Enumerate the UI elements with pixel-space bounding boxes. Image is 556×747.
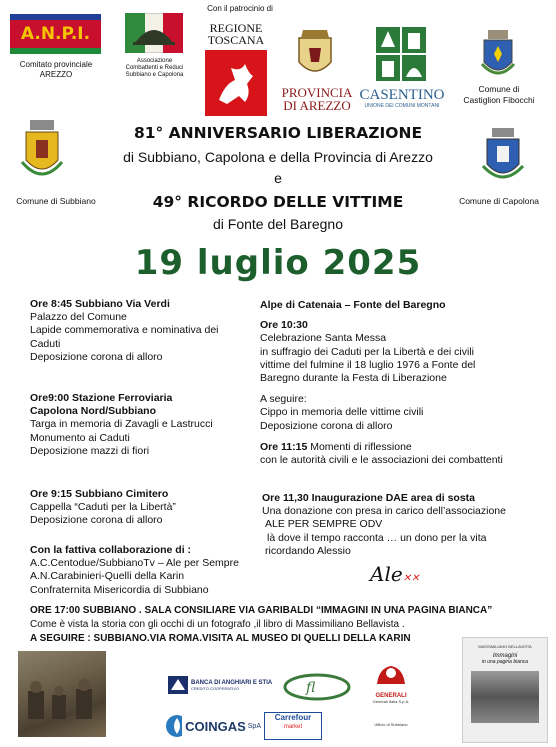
anpi-logo: [10, 14, 101, 54]
castiglion-crest-icon: [478, 28, 518, 80]
assoc-caption: [112, 58, 197, 79]
ale-signature: Ale✕✕: [370, 562, 420, 586]
castiglion-caption-line: Comune di: [478, 84, 520, 94]
event-date: 19 luglio 2025: [134, 243, 422, 283]
schedule-block-3: [30, 488, 255, 528]
fi-logo-icon: [282, 672, 352, 702]
coingas-flame-icon: [165, 714, 182, 738]
schedule-line: Cippo in memoria delle vittime civili: [260, 406, 424, 419]
generali-sub: Generali Italia S.p.A.: [372, 699, 410, 704]
regione-line: TOSCANA: [207, 33, 265, 47]
casentino-subline: UNIONE DEI COMUNI MONTANI: [364, 103, 440, 109]
castiglion-caption-line: Castiglion Fibocchi: [463, 95, 535, 105]
patrocinio-label: Con il patrocinio di: [207, 4, 273, 13]
collaboration-heading: Con la fattiva collaborazione di :: [30, 544, 192, 556]
schedule-line: Targa in memoria di Zavagli e Lastrucci: [30, 418, 213, 431]
schedule-line: Palazzo del Comune: [30, 311, 127, 324]
assoc-caption-line: Associazione: [136, 58, 173, 64]
schedule-line: Celebrazione Santa Messa: [260, 332, 387, 345]
arezzo-crest-icon: [295, 26, 335, 82]
schedule-line: vittime del fulmine il 18 luglio 1976 a Fonte del: [260, 358, 476, 371]
schedule-heading: Ore9:00 Stazione Ferroviaria: [30, 392, 173, 404]
title-location: di Fonte del Baregno: [213, 216, 343, 232]
schedule-time-row: [260, 441, 550, 454]
banca-sub: CREDITO COOPERATIVO: [191, 685, 240, 691]
casentino-logo-icon: [376, 27, 426, 83]
schedule-line: Monumento ai Caduti: [30, 431, 130, 444]
schedule-heading: Capolona Nord/Subbiano: [30, 405, 156, 418]
schedule-time: Ore 10:30: [260, 319, 308, 332]
title-ricordo: 49° RICORDO DELLE VITTIME: [152, 193, 404, 211]
book-photo: [471, 671, 539, 723]
carrefour-logo: [264, 712, 322, 740]
schedule-line: A seguire:: [260, 393, 307, 406]
schedule-line: Caduti: [30, 337, 61, 350]
casentino-title: [356, 88, 448, 109]
carrefour-name: Carrefour: [274, 713, 312, 722]
schedule-line: Deposizione corona di alloro: [260, 419, 393, 432]
schedule-line: Deposizione corona di alloro: [30, 350, 163, 363]
lion-icon: [371, 660, 411, 688]
coingas-name: COINGAS: [185, 718, 246, 734]
assoc-caption-line: Combattenti e Reduci: [125, 65, 184, 71]
schedule-line: con le autorità civili e le associazioni dei combattenti: [260, 454, 503, 467]
dae-block: [262, 492, 550, 558]
right-schedule: [260, 299, 550, 467]
title-anniversario: 81° ANNIVERSARIO LIBERAZIONE: [133, 124, 423, 142]
comune-capolona-label: Comune di Capolona: [459, 196, 539, 206]
generali-logo: [360, 660, 422, 742]
collaborator-line: A.N.Carabinieri-Quelli della Karin: [30, 570, 185, 583]
title-subtitle: di Subbiano, Capolona e della Provincia di Arezzo: [123, 149, 433, 165]
schedule-line: là dove il tempo racconta … un dono per la vita: [267, 531, 487, 544]
schedule-block-2: [30, 392, 255, 458]
schedule-line: Momenti di riflessione: [307, 440, 412, 453]
generali-name: GENERALI: [375, 693, 407, 699]
helmet-icon: [125, 13, 183, 53]
right-heading: Alpe di Catenaia – Fonte del Baregno: [260, 299, 446, 311]
banca-name: BANCA DI ANGHIARI E STIA: [191, 679, 273, 686]
collaboration-block: [30, 544, 260, 597]
generali-office: Ufficio di Subbiano: [374, 722, 408, 727]
coingas-logo: [165, 714, 261, 738]
comune-subbiano-label: Comune di Subbiano: [16, 196, 96, 206]
book-author: MASSIMILIANO BELLAVISTA: [478, 644, 532, 649]
schedule-line: ALE PER SEMPRE ODV: [265, 518, 383, 531]
schedule-line: Baregno durante la Festa di Liberazione: [260, 372, 447, 385]
assoc-caption-line: Subbiano e Capolona: [125, 72, 184, 78]
coingas-suffix: SpA: [247, 722, 261, 730]
book-title: Immagini: [492, 653, 518, 659]
anpi-caption-line: Comitato provinciale: [19, 60, 93, 69]
bottom-event-line: ORE 17:00 SUBBIANO . SALA CONSILIARE VIA GARIBALDI “IMMAGINI IN UNA PAGINA BIANCA”: [30, 605, 493, 616]
anpi-logo-text: A.N.P.I.: [20, 24, 91, 44]
collaborator-line: A.C.Centodue/SubbianoTv – Ale per Sempre: [30, 557, 239, 570]
schedule-line: Deposizione corona di alloro: [30, 514, 163, 527]
schedule-line: Cappella “Caduti per la Libertà”: [30, 501, 176, 514]
bottom-book-line: Come è vista la storia con gli occhi di un fotografo ,il libro di Massimiliano Bellavista .: [30, 619, 405, 630]
schedule-line: Lapide commemorativa e nominativa dei: [30, 324, 219, 337]
subbiano-crest-icon: [18, 120, 66, 186]
banca-anghiari-logo: [168, 676, 276, 698]
svg-text:fl: fl: [306, 680, 316, 696]
castiglion-caption: [452, 84, 546, 106]
schedule-time: Ore 11:15: [260, 440, 308, 453]
regione-toscana-title: [204, 22, 268, 46]
anpi-caption: [6, 60, 106, 80]
schedule-block-1: [30, 298, 255, 364]
bottom-museum-line: A SEGUIRE : SUBBIANO.VIA ROMA.VISITA AL MUSEO DI QUELLI DELLA KARIN: [30, 633, 411, 644]
collaborator-line: Confraternita Misericordia di Subbiano: [30, 583, 209, 596]
provincia-line: PROVINCIA: [281, 85, 353, 100]
casentino-line: CASENTINO: [359, 87, 445, 103]
schedule-heading: Ore 8:45 Subbiano Via Verdi: [30, 298, 170, 310]
schedule-line: ricordando Alessio: [265, 544, 351, 557]
carrefour-type: market: [283, 724, 303, 730]
book-title: in una pagina bianca: [481, 659, 529, 665]
provincia-line: DI AREZZO: [283, 98, 351, 113]
schedule-line: Deposizione mazzi di fiori: [30, 444, 150, 457]
ale-signature-text: Ale: [370, 562, 403, 586]
schedule-heading: Ore 9:15 Subbiano Cimitero: [30, 488, 169, 500]
schedule-line: Una donazione con presa in carico dell’associazione: [262, 505, 506, 518]
pegasus-icon: [205, 50, 267, 116]
schedule-time: Ore 11,30 Inaugurazione DAE area di sosta: [262, 492, 475, 504]
historic-photo: [18, 651, 106, 737]
anpi-caption-line: AREZZO: [39, 70, 73, 79]
schedule-line: in suffragio dei Caduti per la Libertà e dei civili: [260, 345, 475, 358]
book-cover: [462, 637, 548, 743]
regione-line: REGIONE: [209, 21, 263, 35]
provincia-arezzo-title: [276, 86, 358, 112]
title-conjunction: e: [274, 170, 282, 186]
